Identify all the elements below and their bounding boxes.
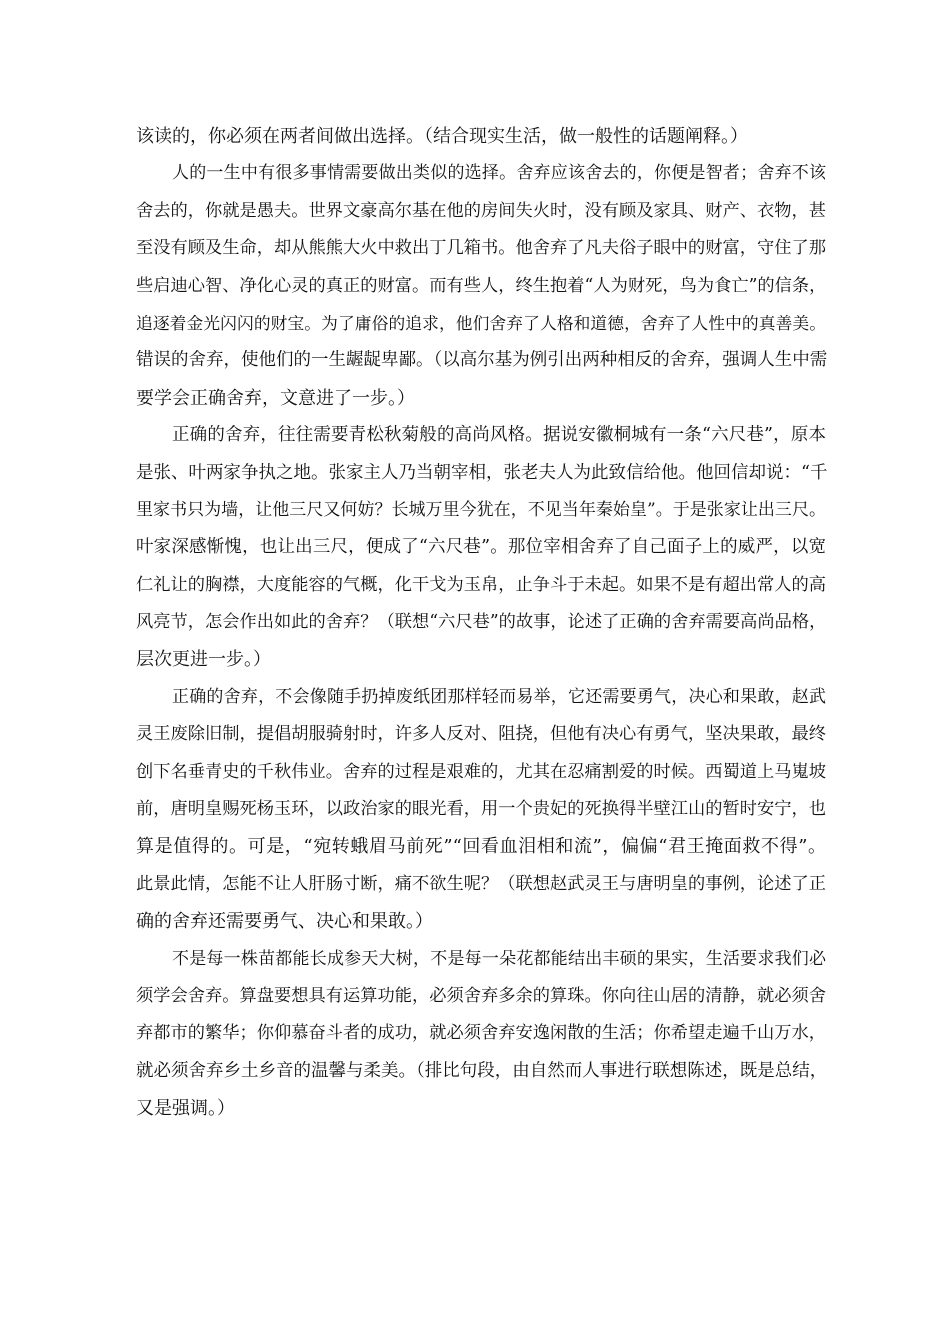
text-line: 风亮节，怎会作出如此的舍弃？（联想“六尺巷”的故事，论述了正确的舍弃需要高尚品格， [136,612,827,633]
text-line: 正确的舍弃，不会像随手扔掉废纸团那样轻而易举，它还需要勇气，决心和果敢，赵武 [172,686,826,707]
text-line: 错误的舍弃，使他们的一生龌龊卑鄙。（以高尔基为例引出两种相反的舍弃，强调人生中需 [136,350,828,371]
text-line: 层次更进一步。） [136,649,271,671]
paragraph-5 [136,941,826,1128]
paragraph-4 [136,679,826,941]
text-line: 追逐着金光闪闪的财宝。为了庸俗的追求，他们舍弃了人格和道德，舍弃了人性中的真善美。 [136,312,826,333]
text-line: 是张、叶两家争执之地。张家主人乃当朝宰相，张老夫人为此致信给他。他回信却说：“千 [136,462,828,483]
text-line: 不是每一株苗都能长成参天大树，不是每一朵花都能结出丰硕的果实，生活要求我们必 [172,948,826,969]
article-body [136,118,826,1128]
text-line: 灵王废除旧制，提倡胡服骑射时，许多人反对、阻挠，但他有决心有勇气，坚决果敢，最终 [136,724,827,745]
text-line: 确的舍弃还需要勇气、决心和果敢。） [136,911,433,933]
text-line: 创下名垂青史的千秋伟业。舍弃的过程是艰难的，尤其在忍痛割爱的时候。西蜀道上马嵬坡 [136,761,827,782]
text-line: 要学会正确舍弃，文意进了一步。） [136,387,415,409]
text-line: 弃都市的繁华；你仰慕奋斗者的成功，就必须舍弃安逸闲散的生活；你希望走遍千山万水， [136,1023,827,1044]
text-line: 人的一生中有很多事情需要做出类似的选择。舍弃应该舍去的，你便是智者；舍弃不该 [172,163,826,184]
text-line: 里家书只为墙，让他三尺又何妨？长城万里今犹在，不见当年秦始皇”。于是张家让出三尺。 [136,499,826,520]
paragraph-3 [136,417,826,679]
text-line: 至没有顾及生命，却从熊熊大火中救出丁几箱书。他舍弃了凡夫俗子眼中的财富，守住了那 [136,238,827,259]
text-line: 须学会舍弃。算盘要想具有运算功能，必须舍弃多余的算珠。你向往山居的清静，就必须舍 [136,985,827,1006]
text-line: 仁礼让的胸襟，大度能容的气概，化干戈为玉帛，止争斗于未起。如果不是有超出常人的高 [136,574,827,595]
paragraph-1 [136,118,826,155]
text-line: 前，唐明皇赐死杨玉环，以政治家的眼光看，用一个贵妃的死换得半壁江山的暂时安宁，也 [136,799,827,820]
text-line: 正确的舍弃，往往需要青松秋菊般的高尚风格。据说安徽桐城有一条“六尺巷”，原本 [172,425,826,446]
text-line: 此景此情，怎能不让人肝肠寸断，痛不欲生呢？（联想赵武灵王与唐明皇的事例，论述了正 [136,873,827,894]
text-line: 算是值得的。可是，“宛转蛾眉马前死”“回看血泪相和流”，偏偏“君王掩面救不得”。 [136,836,826,858]
paragraph-2 [136,155,826,417]
text-line: 些启迪心智、净化心灵的真正的财富。而有些人，终生抱着“人为财死，鸟为食亡”的信条， [136,275,827,296]
text-line: 就必须舍弃乡土乡音的温馨与柔美。（排比句段，由自然而人事进行联想陈述，既是总结， [136,1060,828,1081]
text-line: 舍去的，你就是愚夫。世界文豪高尔基在他的房间失火时，没有顾及家具、财产、衣物，甚 [136,200,827,221]
text-line: 叶家深感惭愧，也让出三尺，便成了“六尺巷”。那位宰相舍弃了自己面子上的威严，以宽 [136,537,826,558]
text-line: 该读的，你必须在两者间做出选择。（结合现实生活，做一般性的话题阐释。） [136,126,748,147]
text-line: 又是强调。） [136,1098,235,1120]
